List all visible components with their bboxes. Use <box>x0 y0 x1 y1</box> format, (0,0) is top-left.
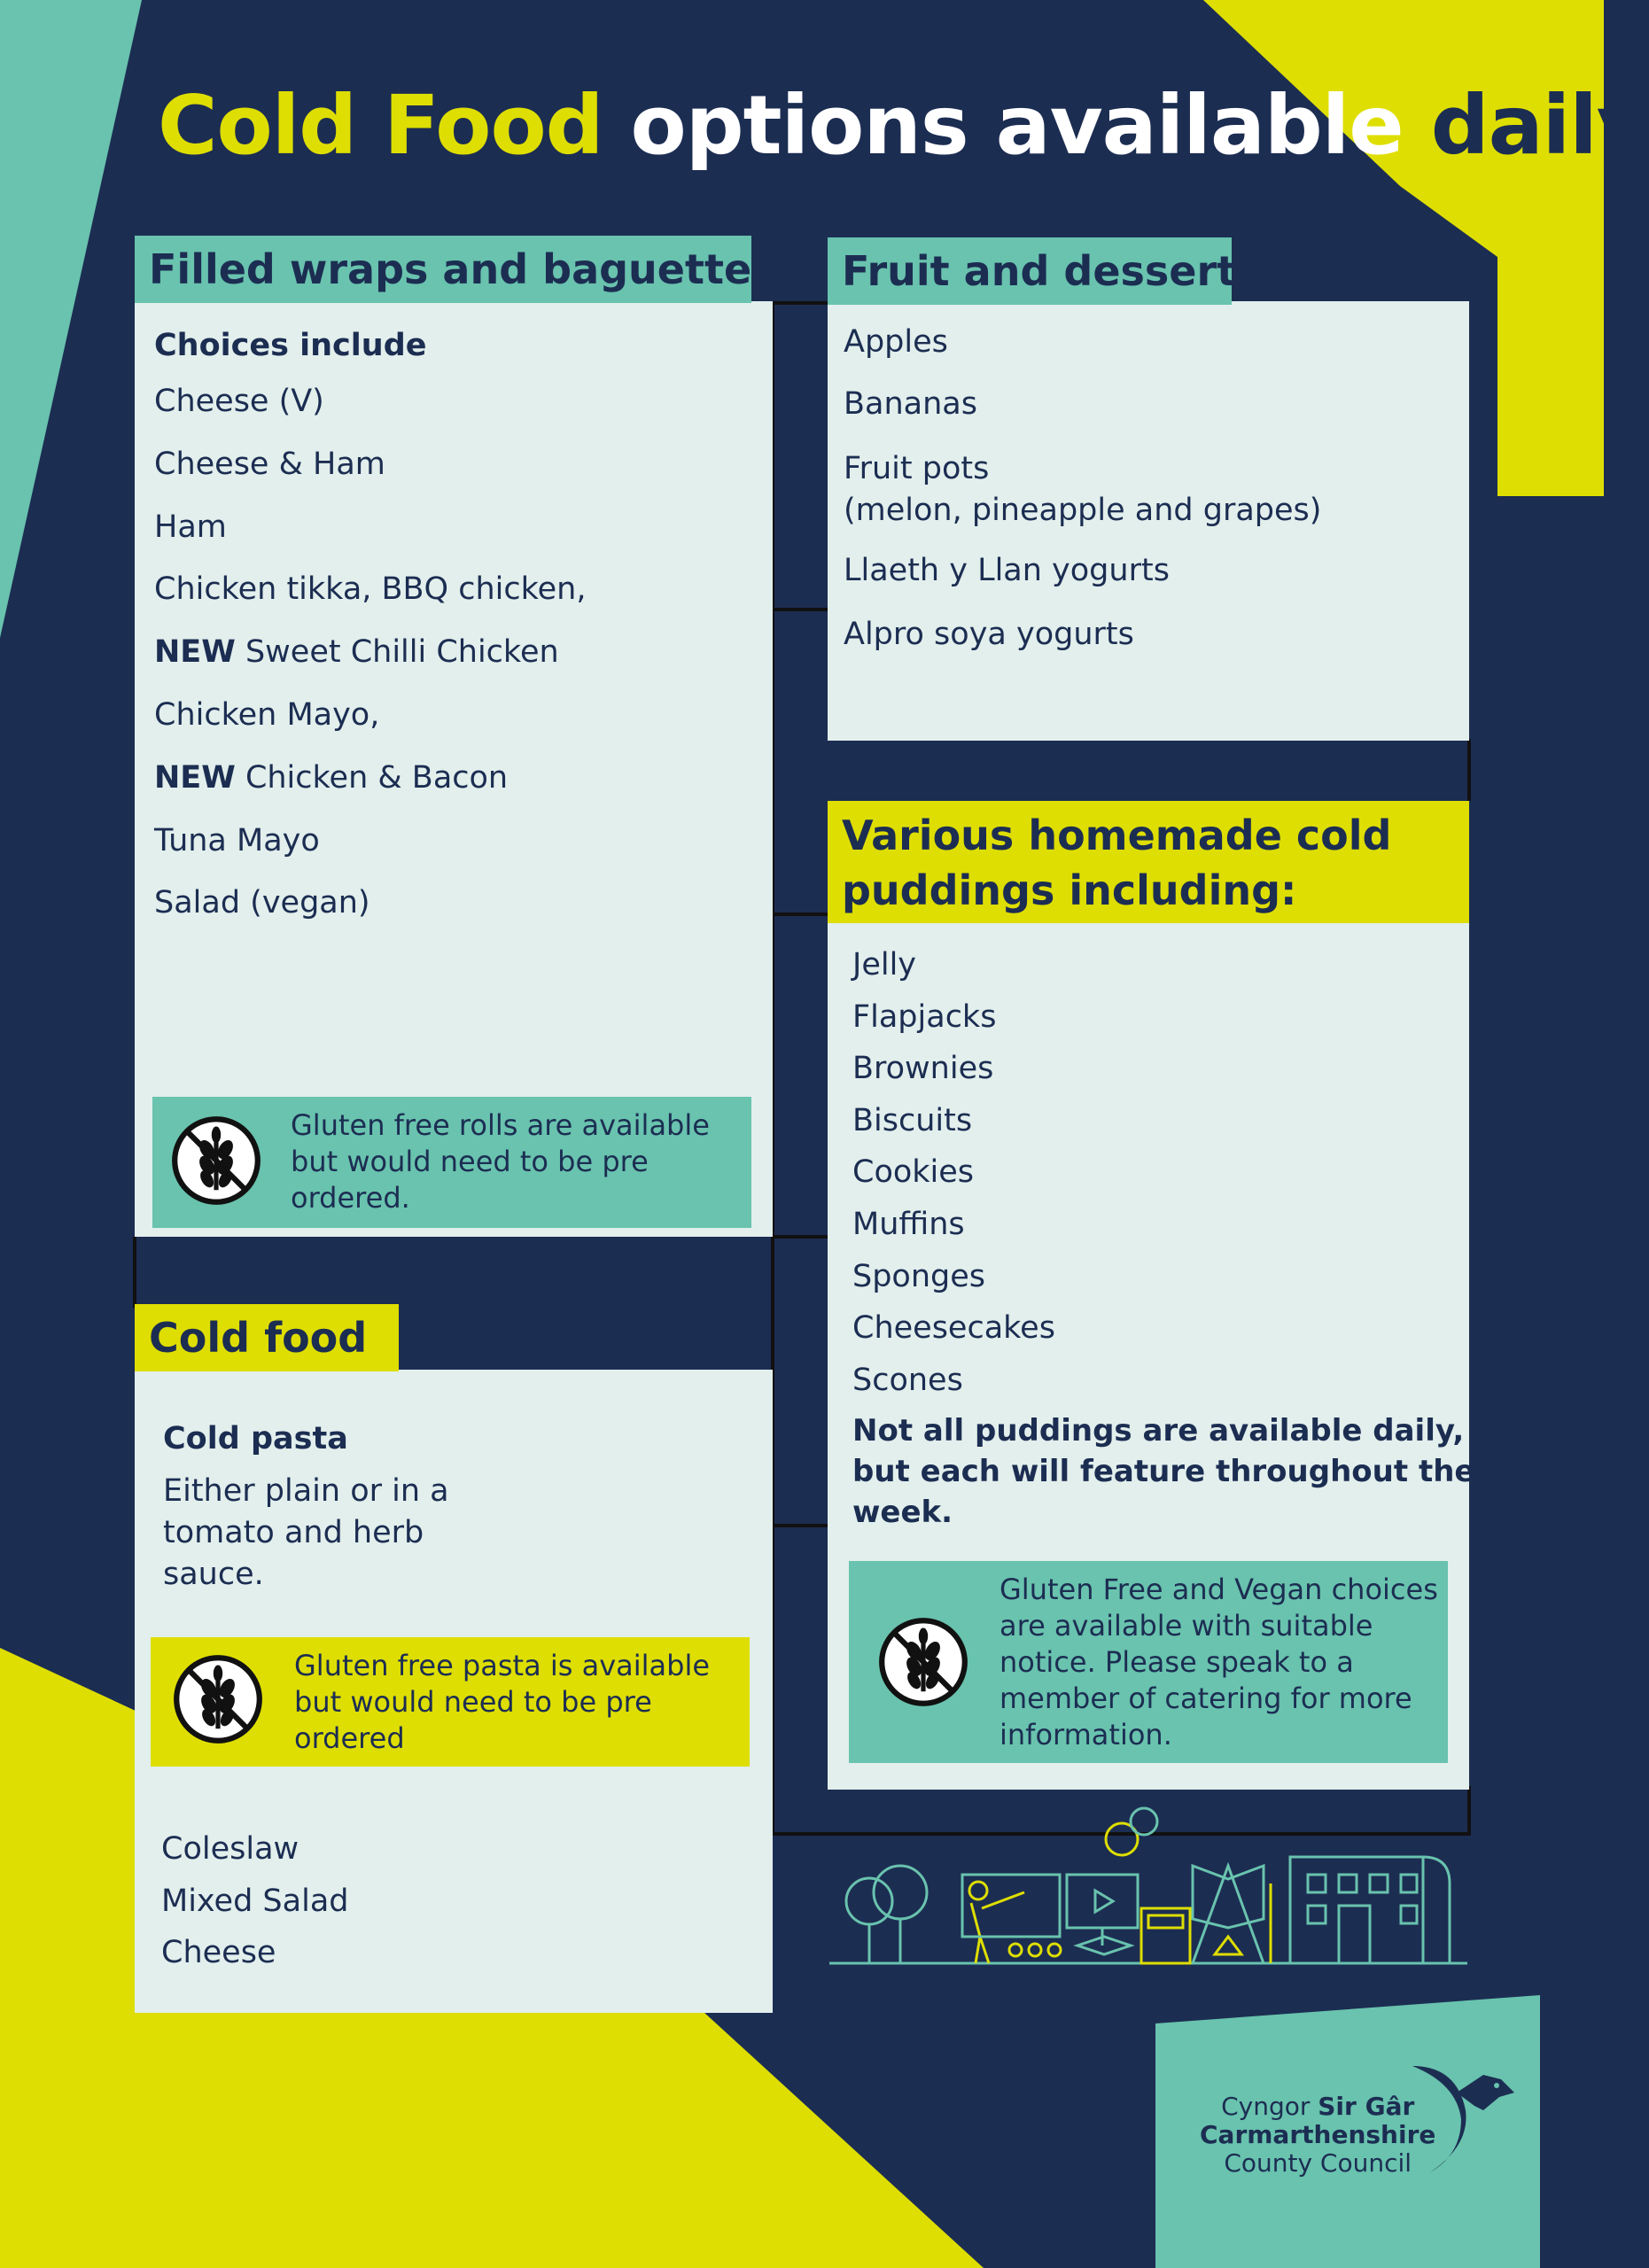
list-item: Cookies <box>852 1154 975 1191</box>
list-item: Cheesecakes <box>852 1310 1055 1347</box>
gluten-free-icon <box>877 1616 969 1708</box>
list-item: Coleslaw <box>161 1831 299 1867</box>
puddings-heading: Various homemade cold puddings including: <box>828 801 1469 923</box>
connector-line <box>771 913 829 916</box>
connector-line <box>771 1235 829 1239</box>
note-text: Gluten free rolls are available but would need to be pre ordered. <box>291 1108 710 1215</box>
logo-line-3: County Council <box>1224 2148 1412 2178</box>
fruit-item-fruit-pots: Fruit pots (melon, pineapple and grapes) <box>844 451 1322 528</box>
list-item: Sponges <box>852 1258 986 1294</box>
connector-line <box>1467 739 1471 801</box>
list-item: NEW Chicken & Bacon <box>154 759 509 796</box>
wraps-list <box>154 370 586 935</box>
list-item: Cheese <box>161 1935 276 1971</box>
list-item: Mixed Salad <box>161 1883 349 1919</box>
logo-line-1: Cyngor Sir Gâr <box>1221 2092 1415 2121</box>
list-item: Brownies <box>852 1051 994 1087</box>
connector-line <box>133 1237 136 1308</box>
fruit-heading: Fruit and dessert <box>828 237 1232 305</box>
gluten-free-icon <box>170 1115 262 1207</box>
note-text: Gluten free pasta is available but would need to be pre ordered <box>294 1649 711 1755</box>
fruit-item-yogurts: Llaeth y Llan yogurts <box>844 553 1170 588</box>
list-item: Chicken tikka, BBQ chicken, <box>154 571 587 608</box>
page-title: Cold Food options available daily <box>158 78 1649 173</box>
puddings-availability-text: Not all puddings are available daily, but each will feature throughout the week. <box>852 1413 1475 1530</box>
fruit-item-apples: Apples <box>844 324 948 360</box>
list-item: Chicken Mayo, <box>154 696 380 733</box>
fruit-item-soya-yogurts: Alpro soya yogurts <box>844 617 1134 652</box>
gluten-free-rolls-note <box>152 1097 751 1228</box>
gluten-free-vegan-note <box>849 1561 1448 1763</box>
cold-food-list <box>161 1823 349 1979</box>
council-logo <box>1155 1995 1540 2268</box>
gluten-free-icon <box>172 1653 264 1745</box>
connector-line <box>771 301 829 305</box>
list-item: Muffins <box>852 1206 965 1242</box>
list-item: Tuna Mayo <box>154 822 320 858</box>
wraps-subheading: Choices include <box>154 328 427 363</box>
list-item: Ham <box>154 509 227 545</box>
cold-food-heading: Cold food <box>135 1304 399 1371</box>
connector-line <box>771 608 829 611</box>
list-item: Scones <box>852 1362 963 1398</box>
school-illustration <box>829 1804 1467 1963</box>
wraps-heading: Filled wraps and baguettes <box>135 236 751 303</box>
puddings-list <box>852 939 1055 1406</box>
list-item: Flapjacks <box>852 998 997 1035</box>
note-text: Gluten Free and Vegan choices are available with suitable notice. Please speak to a member of catering for more information. <box>1000 1573 1438 1751</box>
logo-text <box>1200 2093 1435 2178</box>
gluten-free-pasta-note <box>151 1637 750 1767</box>
list-item: Biscuits <box>852 1102 973 1138</box>
logo-line-2: Carmarthenshire <box>1200 2120 1436 2149</box>
fruit-item-bananas: Bananas <box>844 386 977 422</box>
connector-line <box>771 1524 829 1527</box>
list-item: NEW Sweet Chilli Chicken <box>154 634 559 671</box>
list-item: Cheese & Ham <box>154 446 385 482</box>
connector-line <box>1467 1786 1471 1836</box>
list-item: Jelly <box>852 947 917 983</box>
cold-pasta-description: Either plain or in a tomato and herb sauce. <box>163 1473 449 1592</box>
list-item: Salad (vegan) <box>154 885 370 921</box>
cold-pasta-heading: Cold pasta <box>163 1421 348 1456</box>
list-item: Cheese (V) <box>154 384 324 419</box>
